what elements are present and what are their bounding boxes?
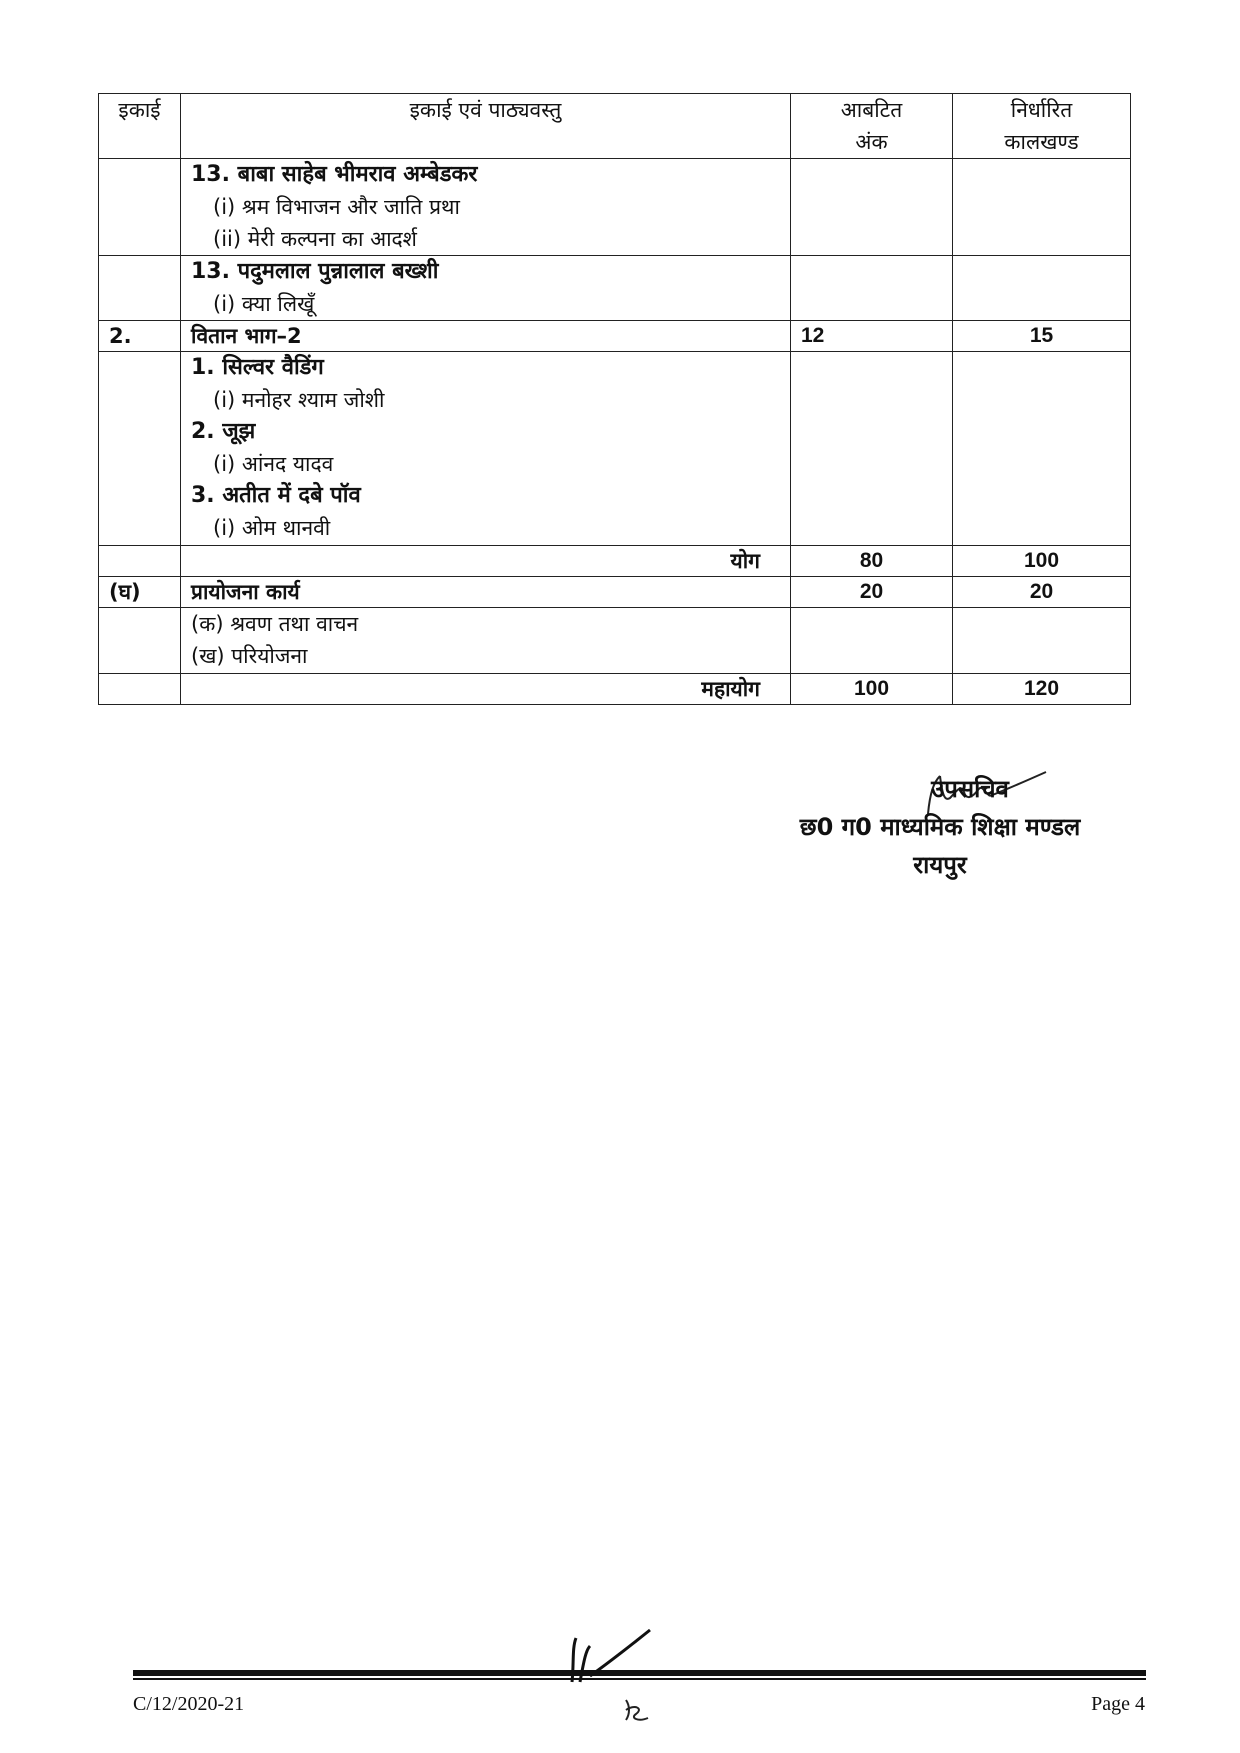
table-row (99, 608, 1131, 674)
periods-cell (953, 352, 1131, 546)
table-row-project (99, 577, 1131, 608)
table-row (99, 352, 1131, 546)
project-item: (ख) परियोजना (191, 644, 308, 668)
footer-rule (133, 1670, 1146, 1676)
table-row (99, 159, 1131, 256)
vitan-periods: 15 (953, 321, 1131, 352)
project-unit: (घ) (99, 577, 181, 608)
handwritten-page-mark (620, 1696, 650, 1724)
unit-cell (99, 256, 181, 321)
unit-cell (99, 608, 181, 674)
syllabus-table (98, 93, 1131, 705)
periods-cell (953, 608, 1131, 674)
header-unit: इकाई (99, 94, 181, 159)
topic-ateet: 3. अतीत में दबे पॉव (191, 483, 361, 508)
project-title: प्रायोजना कार्य (181, 577, 791, 608)
periods-cell (953, 256, 1131, 321)
marks-cell (791, 256, 953, 321)
unit-cell (99, 352, 181, 546)
table-row-vitan (99, 321, 1131, 352)
grand-total-marks: 100 (791, 674, 953, 705)
periods-cell (953, 159, 1131, 256)
project-periods: 20 (953, 577, 1131, 608)
subtopic: (i) क्या लिखूँ (213, 292, 315, 316)
vitan-unit: 2. (99, 321, 181, 352)
content-cell (181, 159, 791, 256)
topic-joojh: 2. जूझ (191, 419, 256, 444)
unit-cell (99, 674, 181, 705)
unit-cell (99, 546, 181, 577)
vitan-title: वितान भाग–2 (181, 321, 791, 352)
total-marks: 80 (791, 546, 953, 577)
grand-total-periods: 120 (953, 674, 1131, 705)
table-row (99, 256, 1131, 321)
grand-total-label: महायोग (181, 674, 791, 705)
total-label: योग (181, 546, 791, 577)
signatory-designation: उपसचिव (931, 775, 1009, 803)
subtopic: (i) ओम थानवी (213, 516, 331, 540)
topic-silver-wedding: 1. सिल्वर वैडिंग (191, 355, 324, 380)
marks-cell (791, 352, 953, 546)
project-item: (क) श्रवण तथा वाचन (191, 612, 359, 636)
header-periods-line1: निर्धारित (1010, 98, 1073, 122)
content-cell (181, 256, 791, 321)
topic-ambedkar: 13. बाबा साहेब भीमराव अम्बेडकर (191, 162, 478, 187)
header-marks-line1: आबटित (840, 98, 903, 122)
project-marks: 20 (791, 577, 953, 608)
header-marks (791, 94, 953, 159)
content-cell (181, 352, 791, 546)
header-marks-line2: अंक (855, 130, 888, 154)
subtopic: (i) श्रम विभाजन और जाति प्रथा (213, 195, 460, 219)
footer-doc-code: C/12/2020-21 (133, 1693, 245, 1715)
total-periods: 100 (953, 546, 1131, 577)
subtopic: (i) मनोहर श्याम जोशी (213, 388, 385, 412)
unit-cell (99, 159, 181, 256)
signatory-office: छ0 ग0 माध्यमिक शिक्षा मण्डल (799, 813, 1081, 841)
table-row-grand-total (99, 674, 1131, 705)
header-content: इकाई एवं पाठ्यवस्तु (181, 94, 791, 159)
signature-block (740, 770, 1140, 884)
vitan-marks: 12 (791, 321, 953, 352)
subtopic: (i) आंनद यादव (213, 452, 334, 476)
footer-rule-thin (133, 1678, 1146, 1680)
subtopic: (ii) मेरी कल्पना का आदर्श (213, 227, 417, 251)
table-header-row (99, 94, 1131, 159)
signatory-city: रायपुर (913, 851, 967, 879)
marks-cell (791, 608, 953, 674)
content-cell (181, 608, 791, 674)
topic-bakhshi: 13. पदुमलाल पुन्नालाल बख्शी (191, 259, 439, 284)
footer-page-number: Page 4 (1091, 1693, 1145, 1715)
header-periods-line2: कालखण्ड (1004, 130, 1079, 154)
table-row-total (99, 546, 1131, 577)
marks-cell (791, 159, 953, 256)
header-periods (953, 94, 1131, 159)
